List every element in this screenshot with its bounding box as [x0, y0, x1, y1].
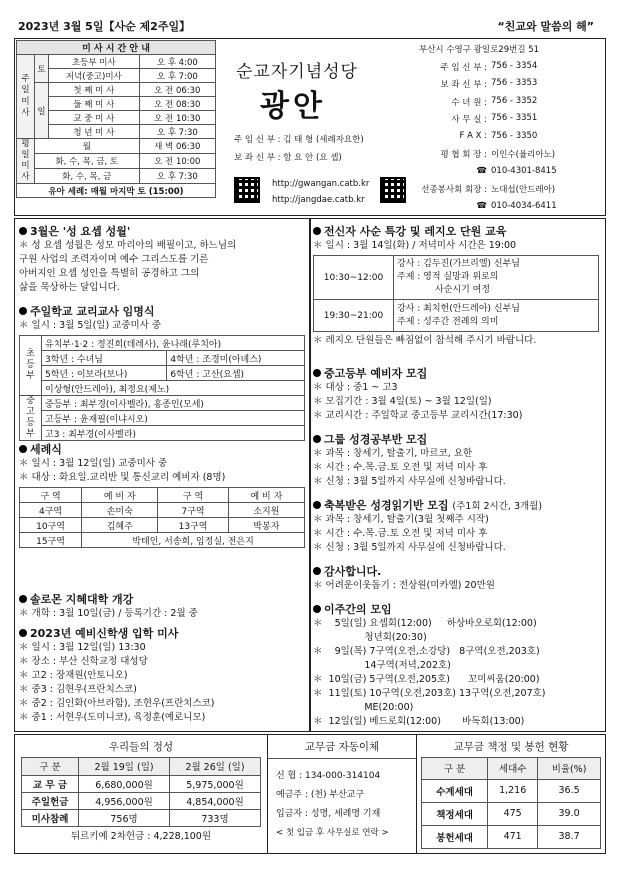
section-bible-study	[313, 431, 506, 489]
contact-key: 선종봉사회 회장 :	[421, 185, 487, 195]
column-header: 구 분	[22, 757, 79, 775]
bullet-icon	[313, 435, 321, 443]
section-title: 2023년 예비신학생 입학 미사	[30, 627, 179, 640]
contact-info	[413, 43, 603, 218]
account-holder: 예금주 : (천) 부산교구	[276, 790, 365, 800]
pastor-name: 김 태 형 (세례자요한)	[283, 135, 364, 145]
table-cell: 13구역	[158, 518, 228, 533]
sun-label: 일	[35, 83, 49, 139]
column-header: 예 비 자	[228, 488, 304, 503]
bank-account: 신 협 : 134-000-314104	[276, 771, 381, 781]
status-title: 교무금 책정 및 봉헌 현황	[453, 741, 569, 754]
text-line: ＊ 일시 : 3월 12일(일) 13:30	[19, 642, 146, 653]
row-label: 수계세대	[422, 779, 488, 802]
column-divider	[309, 219, 311, 731]
website-link[interactable]: http://jangdae.catb.kr	[272, 195, 365, 205]
mass-name: 초등부 미사	[49, 55, 140, 69]
lecture-topic: 주제 : 성주간 전례의 의미	[397, 316, 499, 327]
assistant-label: 보 좌 신 부	[234, 153, 275, 163]
contact-row	[413, 131, 603, 149]
table-cell: 4구역	[20, 503, 82, 518]
sunday-mass-label: 주일미사	[17, 55, 35, 139]
section-title: 3월은 '성 요셉 성월'	[30, 225, 131, 238]
baptism-table	[19, 487, 305, 548]
lecture-detail	[394, 300, 599, 332]
table-cell: 38.7	[538, 825, 601, 848]
column-header: 세대수	[488, 757, 538, 779]
table-cell: 1,216	[488, 779, 538, 802]
mass-name: 저녁(중고)미사	[49, 69, 140, 83]
teacher-cell: 이상형(안드레아), 최정요(제노)	[42, 381, 305, 396]
row-label: 봉헌세대	[422, 825, 488, 848]
contact-value: 756 - 3353	[491, 78, 538, 88]
text-line: ＊ 과목 : 창세기, 탈출기, 마르코, 요한	[313, 448, 473, 459]
meeting-line: ＊ 10일(금) 5구역(오전,205호) 꼬미씨움(20:00)	[313, 674, 540, 685]
section-title: 이주간의 모임	[324, 603, 392, 616]
section-title: 감사합니다.	[324, 565, 382, 578]
text-line: ＊ 신청 : 3월 5일까지 사무실에 신청바랍니다.	[313, 542, 506, 553]
row-label: 책정세대	[422, 802, 488, 825]
contact-key: F A X :	[459, 130, 487, 141]
section-lent-lecture	[313, 223, 599, 348]
text-line: ＊ 대상 : 화요일.교리반 및 통신교리 예비자 (8명)	[19, 472, 226, 483]
text-line: 구원 사업의 조력자이며 예수 그리스도를 기른	[19, 254, 209, 265]
table-cell: 475	[488, 802, 538, 825]
bullet-icon	[313, 501, 321, 509]
column-header: 비율(%)	[538, 757, 601, 779]
contact-row	[413, 183, 603, 201]
table-cell: 4,956,000원	[79, 792, 170, 809]
mass-time: 오 후 7:30	[139, 169, 215, 184]
section-title: 주일학교 교리교사 임명식	[30, 305, 155, 318]
text-line: ＊ 성 요셉 성월은 성모 마리아의 배필이고, 하느님의	[19, 240, 237, 251]
column-header: 2월 19일 (일)	[79, 757, 170, 775]
contact-row	[413, 96, 603, 114]
text-line: ＊ 어려운이웃돕기 : 전상원(미카엘) 20만원	[313, 580, 495, 591]
text-line: ＊ 교리시간 : 주일학교 중고등부 교리시간(17:30)	[313, 410, 523, 421]
mass-caption: 미 사 시 간 안 내	[17, 41, 216, 55]
table-cell: 박봉자	[228, 518, 304, 533]
mass-time: 오 전 10:00	[139, 154, 215, 169]
column-header: 구 분	[422, 757, 488, 779]
mass-time: 새 벽 06:30	[139, 139, 215, 154]
teacher-cell: 고3 : 최부경(이사벨라)	[42, 426, 305, 441]
contact-row	[413, 78, 603, 96]
year-motto: “친교와 말씀의 해”	[497, 20, 594, 33]
lecture-time: 10:30~12:00	[314, 256, 394, 300]
church-name: 순교자기념성당	[236, 62, 358, 82]
bullet-icon	[19, 595, 27, 603]
table-cell: 733명	[170, 809, 261, 826]
text-line: ＊ 과목 : 창세기, 탈출기(3월 첫째주 시작)	[313, 514, 489, 525]
text-line: ＊ 장소 : 부산 신학교정 대성당	[19, 656, 148, 667]
offering-title: 우리들의 정성	[108, 741, 174, 754]
assistant-name: 함 요 안 (요 셉)	[283, 153, 342, 163]
bullet-icon	[313, 369, 321, 377]
meeting-line: ＊ 9일(목) 7구역(오전,소강당) 8구역(오전,203호)	[313, 646, 540, 657]
offering-table	[21, 737, 261, 843]
contact-key: 보 좌 신 부 :	[440, 80, 487, 90]
section-title: 전신자 사순 특강 및 레지오 단원 교육	[324, 225, 507, 238]
mass-time: 오 전 06:30	[139, 83, 215, 97]
teacher-cell: 5학년 : 이보라(보나)	[42, 366, 167, 381]
column-header: 예 비 자	[82, 488, 158, 503]
table-cell: 6,680,000원	[79, 775, 170, 792]
section-title: 그룹 성경공부반 모집	[324, 433, 428, 446]
contact-value: 노대섭(안드레아)	[491, 185, 556, 195]
mass-time: 오 후 7:00	[139, 69, 215, 83]
contact-row	[413, 113, 603, 131]
section-baptism	[19, 441, 305, 548]
bullet-icon	[19, 629, 27, 637]
text-line: ＊ 시간 : 수.목.금.토 오전 및 저녁 미사 후	[313, 462, 488, 473]
mass-schedule-table	[16, 40, 216, 198]
text-line: ＊ 중1 : 서현우(도미니코), 육정훈(예로니모)	[19, 712, 206, 723]
text-line: ＊ 시간 : 수.목.금.토 오전 및 저녁 미사 후	[313, 528, 488, 539]
bulletin-date: 2023년 3월 5일【사순 제2주일】	[18, 20, 191, 33]
contact-value: 756 - 3352	[491, 95, 538, 106]
meeting-line: ＊ 11일(토) 10구역(오전,203호) 13구역(오전,207호)	[313, 688, 546, 699]
text-line: ＊ 고2 : 장재원(안토니오)	[19, 670, 128, 681]
mass-name: 교 중 미 사	[49, 111, 140, 125]
pastor-line: 주 임 신 부 : 김 태 형 (세례자요한)	[234, 135, 364, 145]
section-title: 중고등부 예비자 모집	[324, 367, 428, 380]
bullet-icon	[313, 567, 321, 575]
column-header: 구 역	[158, 488, 228, 503]
table-cell: 15구역	[20, 533, 82, 548]
teacher-cell: 고등부 : 윤재필(이냐시오)	[42, 411, 305, 426]
section-title: 축복받은 성경읽기반 모집	[324, 499, 449, 512]
qr-code-icon[interactable]	[380, 177, 406, 203]
mass-name: 둘 째 미 사	[49, 97, 140, 111]
teacher-cell: 유치부·1·2 : 정진희(데레사), 윤나래(루치아)	[42, 336, 305, 351]
column-header: 2월 26일 (일)	[170, 757, 261, 775]
contact-row	[413, 166, 603, 184]
assistant-line: 보 좌 신 부 : 함 요 안 (요 셉)	[234, 153, 342, 163]
lecture-detail	[394, 256, 599, 300]
mass-name: 화, 수, 목, 금, 토	[35, 154, 140, 169]
top-bar	[14, 14, 606, 36]
phone-icon: ☎	[476, 165, 487, 176]
text-line: 삶을 묵상하는 달입니다.	[19, 282, 120, 293]
contact-value: 이인수(율리아노)	[491, 150, 556, 160]
infant-baptism-note: 유아 세례: 매월 마지막 토 (15:00)	[17, 184, 216, 198]
mass-time: 오 후 4:00	[139, 55, 215, 69]
meeting-line: ＊ 12일(일) 베드로회(12:00) 바독회(13:00)	[313, 716, 525, 727]
section-subtitle: (주1회 2시간, 3개월)	[452, 501, 543, 512]
contact-note: < 첫 입금 후 사무실로 연락 >	[276, 828, 389, 838]
section-title: 세례식	[30, 443, 62, 456]
text-line: ＊ 중2 : 김인화(아브라함), 조현우(프란치스코)	[19, 698, 215, 709]
lecture-time: 19:30~21:00	[314, 300, 394, 332]
website-link[interactable]: http://gwangan.catb.kr	[272, 179, 370, 189]
mass-time: 오 후 7:30	[139, 125, 215, 139]
elem-label: 초등부	[20, 336, 42, 396]
depositor-note: 입금자 : 성명, 세례명 기재	[276, 809, 381, 819]
section-thanks	[313, 563, 495, 593]
bullet-icon	[313, 605, 321, 613]
sat-label: 토	[35, 55, 49, 83]
mass-name: 청 년 미 사	[49, 125, 140, 139]
table-cell: 39.0	[538, 802, 601, 825]
teacher-cell: 중등부 : 최부경(이사벨라), 홍종인(모세)	[42, 396, 305, 411]
lecture-table	[313, 255, 599, 332]
row-label: 미사참례	[22, 809, 79, 826]
qr-code-icon[interactable]	[234, 177, 260, 203]
mass-name: 첫 째 미 사	[49, 83, 140, 97]
teacher-cell: 6학년 : 고산(요셉)	[167, 366, 305, 381]
contact-value: 756 - 3350	[491, 130, 538, 141]
table-cell: 4,854,000원	[170, 792, 261, 809]
contact-key: 수 녀 원 :	[451, 97, 487, 108]
body-panel	[14, 218, 606, 732]
section-seminary-mass	[19, 625, 215, 725]
church-masthead	[220, 39, 412, 215]
table-cell: 471	[488, 825, 538, 848]
contact-row	[413, 148, 603, 166]
table-cell: 10구역	[20, 518, 82, 533]
bullet-icon	[313, 227, 321, 235]
table-cell: 김혜주	[82, 518, 158, 533]
contact-key: 평 협 회 장 :	[440, 150, 487, 160]
table-cell: 손미숙	[82, 503, 158, 518]
text-line: ＊ 대상 : 중1 ~ 고3	[313, 382, 398, 393]
teacher-cell: 3학년 : 수녀님	[42, 351, 167, 366]
contact-key: 사 무 실 :	[451, 115, 487, 125]
church-short-name: 광안	[260, 89, 326, 124]
bottom-panel	[14, 734, 606, 854]
mass-time: 오 전 08:30	[139, 97, 215, 111]
contact-value: 756 - 3354	[491, 60, 538, 71]
special-offering: 뒤르키예 2차헌금 : 4,228,100원	[70, 830, 212, 842]
mass-time: 오 전 10:30	[139, 111, 215, 125]
lecture-speaker: 강사 : 최치헌(안드레아) 신부님	[397, 303, 520, 314]
text-line: ＊ 신청 : 3월 5일까지 사무실에 신청바랍니다.	[313, 476, 506, 487]
section-teacher-appointment	[19, 303, 305, 441]
pastor-label: 주 임 신 부	[234, 135, 275, 145]
phone-icon: ☎	[476, 200, 487, 211]
address: 부산시 수영구 광일로29번길 51	[419, 45, 540, 55]
teacher-cell: 4학년 : 조경미(아녜스)	[167, 351, 305, 366]
meeting-line: ＊ 5일(일) 요셉회(12:00) 하상바오로회(12:00)	[313, 618, 537, 629]
text-line: ＊ 일시 : 3월 12일(일) 교중미사 중	[19, 458, 168, 469]
row-label: 교 무 금	[22, 775, 79, 792]
meeting-line: ME(20:00)	[313, 702, 414, 713]
lecture-speaker: 강사 : 김두진(가브리엘) 신부님	[397, 259, 520, 269]
contact-value: 010-4034-6411	[491, 200, 557, 211]
mass-name: 월	[35, 139, 140, 154]
table-cell: 36.5	[538, 779, 601, 802]
text-line: ＊ 개학 : 3월 10일(금) / 등록기간 : 2월 중	[19, 608, 198, 619]
mass-name: 화, 수, 목, 금	[35, 169, 140, 184]
text-line: ＊ 일시 : 3월 5일(일) 교중미사 중	[19, 320, 162, 331]
meeting-line: 14구역(저녁,202호)	[313, 660, 451, 671]
table-cell: 756명	[79, 809, 170, 826]
section-meetings	[313, 601, 546, 729]
lecture-topic: 주제 : 영적 실망과 위로의	[397, 272, 499, 282]
bullet-icon	[19, 445, 27, 453]
text-line: ＊ 일시 : 3월 14일(화) / 저녁미사 시간은 19:00	[313, 240, 517, 251]
table-cell: 박태인, 서송희, 임정실, 전은지	[82, 533, 305, 548]
mid-label: 중고등부	[20, 396, 42, 441]
table-cell: 소지원	[228, 503, 304, 518]
text-line: 아버지인 요셉 성인을 특별히 공경하고 그의	[19, 268, 200, 279]
section-bible-reading	[313, 497, 542, 555]
text-line: ＊ 레지오 단원들은 빠짐없이 참석해 주시기 바랍니다.	[313, 335, 537, 346]
table-cell: 7구역	[158, 503, 228, 518]
contact-row	[413, 61, 603, 79]
section-st-joseph	[19, 223, 236, 295]
row-label: 주일헌금	[22, 792, 79, 809]
lecture-topic: 사순시기 여정	[435, 285, 491, 295]
weekday-mass-label: 평일미사	[17, 139, 35, 184]
contact-key: 주 임 신 부 :	[440, 62, 487, 73]
section-title: 솔로몬 지혜대학 개강	[30, 593, 134, 606]
text-line: ＊ 모집기간 : 3월 4일(토) ~ 3월 12일(일)	[313, 396, 492, 407]
bullet-icon	[19, 307, 27, 315]
meeting-line: 청년회(20:30)	[313, 632, 427, 643]
table-cell: 5,975,000원	[170, 775, 261, 792]
pledge-status-table	[421, 737, 601, 849]
contact-row	[413, 201, 603, 219]
contact-value: 756 - 3351	[491, 113, 538, 123]
text-line: ＊ 중3 : 김현우(프란치스코)	[19, 684, 137, 695]
transfer-box	[267, 735, 417, 853]
contact-row	[413, 43, 603, 61]
column-header: 구 역	[20, 488, 82, 503]
header-panel	[14, 38, 606, 216]
section-youth-catechumen	[313, 365, 522, 423]
section-solomon-college	[19, 591, 198, 621]
bullet-icon	[19, 227, 27, 235]
contact-value: 010-4301-8415	[491, 165, 557, 176]
transfer-title: 교무금 자동이체	[304, 741, 380, 753]
teacher-table	[19, 335, 305, 441]
